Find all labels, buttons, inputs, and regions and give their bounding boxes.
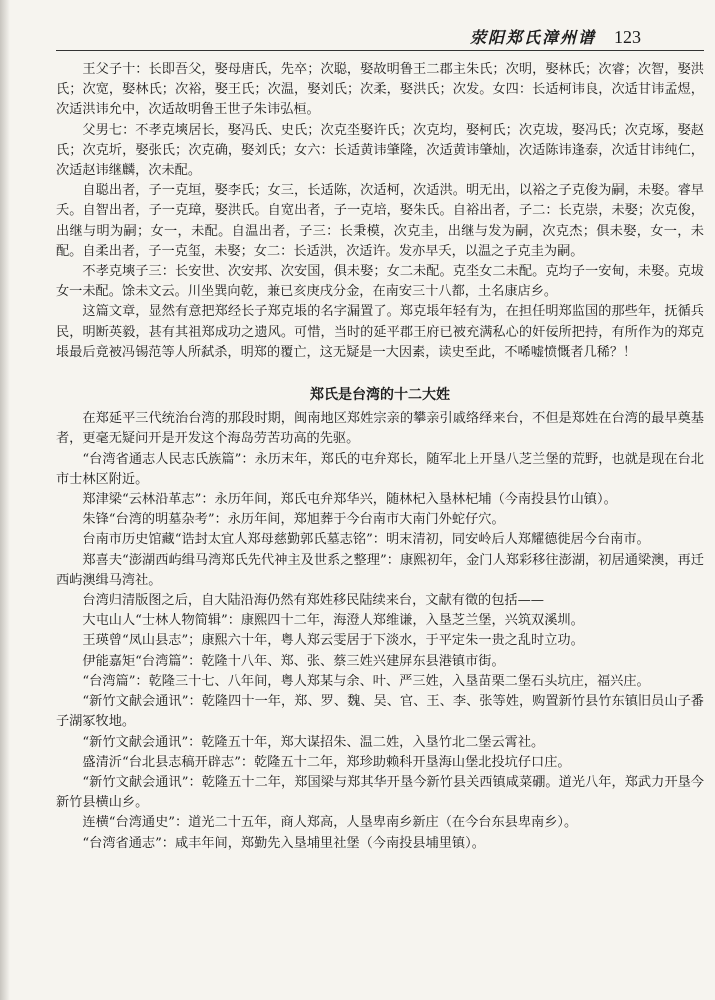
binding-shadow bbox=[0, 0, 10, 1000]
paragraph: 台南市历史馆藏“诰封太宜人郑母慈勤郭氏墓志铭”：明末清初，同安岭后人郑耀德徙居今台南市。 bbox=[82, 532, 650, 548]
paragraph: “台湾省通志人民志氏族篇”：永历末年，郑氏的屯弁郑长，随军北上开垦八芝兰堡的荒野，也就是现在台北市士林区附近。 bbox=[56, 451, 704, 487]
page-body bbox=[56, 60, 704, 854]
page-header bbox=[470, 18, 700, 48]
paragraph: 朱锋“台湾的明墓杂考”：永历年间，郑旭葬于今台南市大南门外蛇仔穴。 bbox=[82, 512, 505, 528]
page-number: 123 bbox=[614, 27, 642, 47]
paragraph: 盛清沂“台北县志稿开辟志”：乾隆五十二年，郑珍助赖科开垦海山堡北投坑仔口庄。 bbox=[82, 754, 571, 770]
paragraph: “台湾省通志”：咸丰年间，郑勤先入垦埔里社堡（今南投县埔里镇）。 bbox=[82, 835, 485, 851]
paragraph: 王父子十：长即吾父，娶母唐氏，先卒；次聪，娶故明鲁王二郡主朱氏；次明，娶林氏；次睿；次智，娶洪氏；次宽，娶林氏；次裕，娶王氏；次温，娶刘氏；次柔，娶洪氏；次发。女四：长适柯讳良，次适甘讳孟煜，次适洪讳允中，次适故明鲁王世子朱讳弘桓。 bbox=[56, 62, 704, 118]
paragraph: 父男七：不孝克塽居长，娶冯氏、史氏；次克坔娶许氏；次克均，娶柯氏；次克坺，娶冯氏；次克㙇，娶赵氏；次克圻，娶张氏；次克确，娶刘氏；女六：长适黄讳肇隆，次适黄讳肇灿，次适陈讳逢泰，次适甘讳纯仁，次适赵讳继麟，次未配。 bbox=[56, 122, 704, 179]
paragraph: “新竹文献会通讯”：乾隆四十一年，郑、罗、魏、吴、官、王、李、张等姓，购置新竹县竹东镇旧员山子番子湖冢牧地。 bbox=[56, 694, 704, 730]
paragraph: 台湾归清版图之后，自大陆沿海仍然有郑姓移民陆续来台，文献有徵的包括—— bbox=[82, 593, 544, 609]
paragraph: 大屯山人“士林人物简辑”：康熙四十二年，海澄人郑维谦，入垦芝兰堡，兴筑双溪圳。 bbox=[82, 613, 584, 629]
paragraph: “台湾篇”：乾隆三十七、八年间，粤人郑某与余、叶、严三姓，入垦苗栗二堡石头坑庄，福兴庄。 bbox=[82, 673, 650, 689]
paragraph: 连横“台湾通史”：道光二十五年，商人郑高，人垦卑南乡新庄（在今台东县卑南乡）。 bbox=[82, 815, 578, 831]
paragraph: 王瑛曾“凤山县志”；康熙六十年，粤人郑云雯居于下淡水，于平定朱一贵之乱时立功。 bbox=[82, 633, 584, 649]
section-title: 郑氏是台湾的十二大姓 bbox=[310, 387, 450, 404]
paragraph: “新竹文献会通讯”：乾隆五十年，郑大谋招朱、温二姓，入垦竹北二堡云霄社。 bbox=[82, 734, 545, 750]
header-rule bbox=[56, 50, 704, 51]
paragraph: 不孝克塽子三：长安世、次安邦、次安国，俱未娶；女二未配。克坔女二未配。克均子一安甸，未娶。克坺女一未配。馀未文云。川坐巽向乾，兼已亥庚戌分金，在南安三十八都，土名康店乡。 bbox=[56, 264, 704, 300]
paragraph: 自聪出者，子一克垣，娶李氏；女三，长适陈，次适柯，次适洪。明无出，以裕之子克俊为嗣，未娶。睿早夭。自智出者，子一克璋，娶洪氏。自宽出者，子一克培，娶朱氏。自裕出者，子二：长克崇，未娶；次克俊，出继与明为嗣；女一，未配。自温出者，子三：长秉模，次克圭，出继与发为嗣，次克杰；俱未娶，女一，未配。自柔出者，子一克玺，未娶；女二：长适洪，次适许。发亦早夭，以温之子克圭为嗣。 bbox=[56, 183, 704, 259]
paragraph: 郑喜夫“澎湖西屿缉马湾郑氏先代神主及世系之整理”：康熙初年，金门人郑彩移往澎湖，初居通梁澳，再迁西屿澳缉马湾社。 bbox=[56, 552, 704, 588]
paragraph: 郑津梁“云林沿革志”：永历年间，郑氏屯弁郑华兴，随林杞入垦林杞埔（今南投县竹山镇）。 bbox=[82, 492, 617, 508]
paragraph: 在郑延平三代统治台湾的那段时期，闽南地区郑姓宗亲的攀亲引戚络绎来台，不但是郑姓在台湾的最早奠基者，更毫无疑问开是开发这个海岛劳苦功高的先驱。 bbox=[56, 411, 704, 447]
paragraph: 伊能嘉矩“台湾篇”：乾隆十八年、郑、张、蔡三姓兴建屏东县港镇市街。 bbox=[82, 653, 505, 669]
running-title: 荥阳郑氏漳州谱 bbox=[470, 28, 597, 47]
paragraph: “新竹文献会通讯”：乾隆五十二年，郑国梁与郑其华开垦今新竹县关西镇咸菜硼。道光八年，郑武力开垦今新竹县横山乡。 bbox=[56, 774, 704, 811]
paragraph: 这篇文章，显然有意把郑经长子郑克㙊的名字漏置了。郑克㙊年轻有为，在担任明郑监国的那些年，抚循兵民，明断英毅，甚有其祖郑成功之遗风。可惜，当时的延平郡王府已被充满私心的奸佞所把持，有所作为的郑克㙊最后竟被冯锡范等人所弑杀，明郑的覆亡，这无疑是一大因素，读史至此，不唏嘘愤慨者几稀？！ bbox=[56, 304, 704, 360]
